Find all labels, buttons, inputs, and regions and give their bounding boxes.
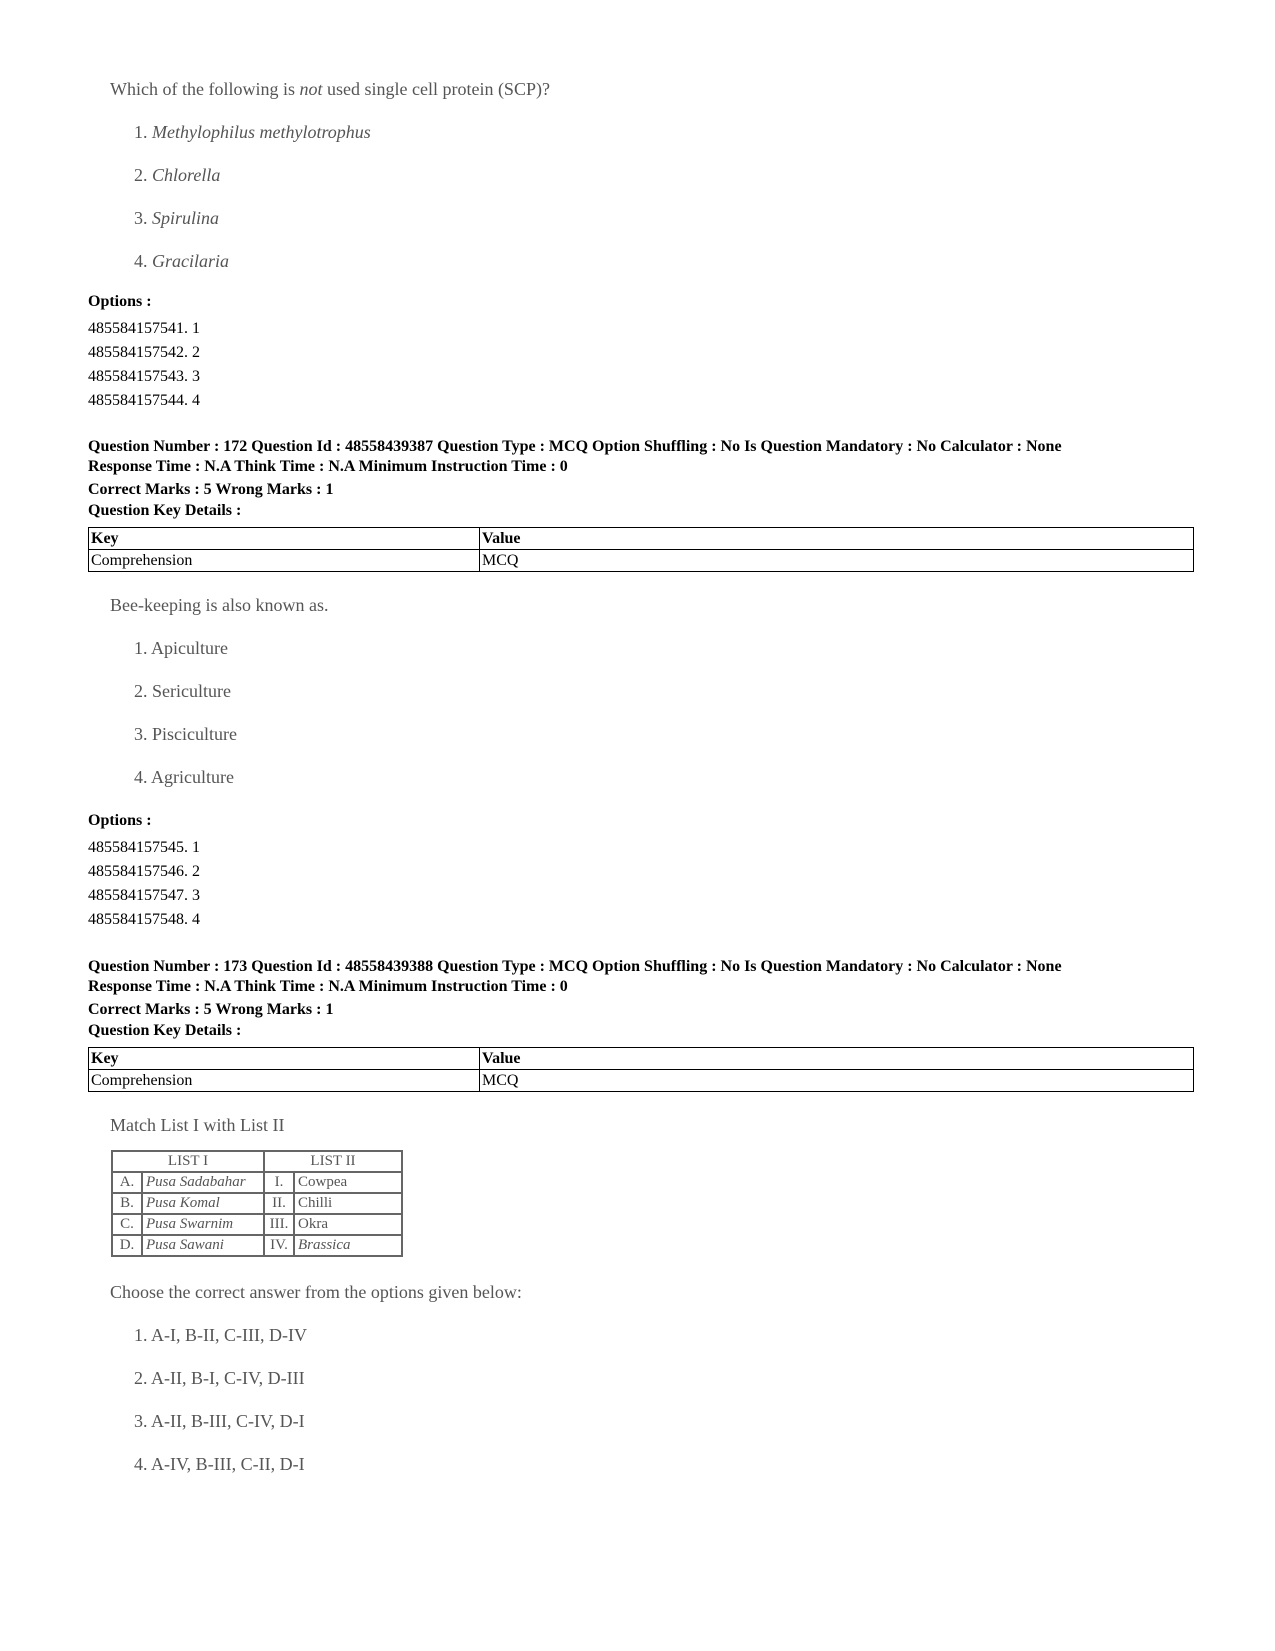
match-lists-table: [111, 1150, 403, 1257]
choice-item: 3. A-II, B-III, C-IV, D-I: [134, 1411, 305, 1431]
table-cell: MCQ: [480, 1070, 1194, 1092]
table-row: [112, 1151, 402, 1172]
row-label: D.: [112, 1235, 142, 1256]
choice-item: 4. A-IV, B-III, C-II, D-I: [134, 1454, 305, 1474]
marks-line: Correct Marks : 5 Wrong Marks : 1: [88, 1001, 334, 1018]
table-cell: Comprehension: [89, 1070, 480, 1092]
choice-item: 3. Pisciculture: [134, 724, 237, 744]
option-line: 485584157547. 3: [88, 887, 200, 904]
table-header-value: Value: [480, 1048, 1194, 1070]
option-line: 485584157548. 4: [88, 911, 200, 928]
key-value-table: [88, 527, 1194, 572]
crop-name: Okra: [294, 1214, 402, 1235]
choice-item: 3. Spirulina: [134, 208, 220, 228]
choice-item: 1. Apiculture: [134, 638, 228, 658]
table-row: [112, 1193, 402, 1214]
list1-header: LIST I: [112, 1151, 264, 1172]
instruction-text: Choose the correct answer from the options given below:: [110, 1282, 522, 1302]
crop-name: Chilli: [294, 1193, 402, 1214]
stem-text: Which of the following is: [110, 79, 300, 99]
row-label: III.: [264, 1214, 294, 1235]
row-label: A.: [112, 1172, 142, 1193]
question-stem: [110, 79, 550, 100]
table-row: [89, 1048, 1194, 1070]
table-cell: Comprehension: [89, 550, 480, 572]
key-value-table: [88, 1047, 1194, 1092]
option-line: 485584157546. 2: [88, 863, 200, 880]
variety-name: Pusa Komal: [142, 1193, 264, 1214]
row-label: IV.: [264, 1235, 294, 1256]
variety-name: Pusa Sadabahar: [142, 1172, 264, 1193]
option-line: 485584157545. 1: [88, 839, 200, 856]
options-label: Options :: [88, 293, 152, 310]
question-stem: Bee-keeping is also known as.: [110, 595, 329, 615]
table-row: [112, 1214, 402, 1235]
table-header-value: Value: [480, 528, 1194, 550]
key-details-label: Question Key Details :: [88, 1022, 242, 1039]
table-row: [112, 1235, 402, 1256]
table-row: [89, 528, 1194, 550]
choice-item: 2. Sericulture: [134, 681, 231, 701]
table-header-key: Key: [89, 1048, 480, 1070]
meta-line: Response Time : N.A Think Time : N.A Minimum Instruction Time : 0: [88, 458, 568, 475]
variety-name: Pusa Swarnim: [142, 1214, 264, 1235]
option-line: 485584157542. 2: [88, 344, 200, 361]
crop-name: Brassica: [294, 1235, 402, 1256]
meta-line: Response Time : N.A Think Time : N.A Minimum Instruction Time : 0: [88, 978, 568, 995]
row-label: II.: [264, 1193, 294, 1214]
option-line: 485584157544. 4: [88, 392, 200, 409]
stem-text: used single cell protein (SCP)?: [322, 79, 550, 99]
row-label: C.: [112, 1214, 142, 1235]
choice-item: 4. Gracilaria: [134, 251, 230, 271]
table-cell: MCQ: [480, 550, 1194, 572]
key-details-label: Question Key Details :: [88, 502, 242, 519]
marks-line: Correct Marks : 5 Wrong Marks : 1: [88, 481, 334, 498]
crop-name: Cowpea: [294, 1172, 402, 1193]
table-row: [89, 1070, 1194, 1092]
meta-line: Question Number : 172 Question Id : 48558439387 Question Type : MCQ Option Shuffling : No Is Question Mandatory : No Calculator : None: [88, 438, 1062, 455]
option-line: 485584157543. 3: [88, 368, 200, 385]
table-row: [89, 550, 1194, 572]
meta-line: Question Number : 173 Question Id : 48558439388 Question Type : MCQ Option Shuffling : No Is Question Mandatory : No Calculator : None: [88, 958, 1062, 975]
question-172-meta: [88, 437, 1062, 520]
choice-item: 1. Methylophilus methylotrophus: [134, 122, 371, 142]
option-line: 485584157541. 1: [88, 320, 200, 337]
table-header-key: Key: [89, 528, 480, 550]
options-block: [88, 293, 200, 413]
list2-header: LIST II: [264, 1151, 402, 1172]
options-label: Options :: [88, 812, 152, 829]
stem-emphasis: not: [299, 79, 323, 99]
row-label: B.: [112, 1193, 142, 1214]
choice-item: 2. Chlorella: [134, 165, 221, 185]
variety-name: Pusa Sawani: [142, 1235, 264, 1256]
table-row: [112, 1172, 402, 1193]
choice-item: 4. Agriculture: [134, 767, 234, 787]
choice-item: 1. A-I, B-II, C-III, D-IV: [134, 1325, 307, 1345]
question-stem: Match List I with List II: [110, 1115, 285, 1135]
question-173-meta: [88, 957, 1062, 1040]
options-block: [88, 812, 200, 932]
row-label: I.: [264, 1172, 294, 1193]
choice-item: 2. A-II, B-I, C-IV, D-III: [134, 1368, 305, 1388]
